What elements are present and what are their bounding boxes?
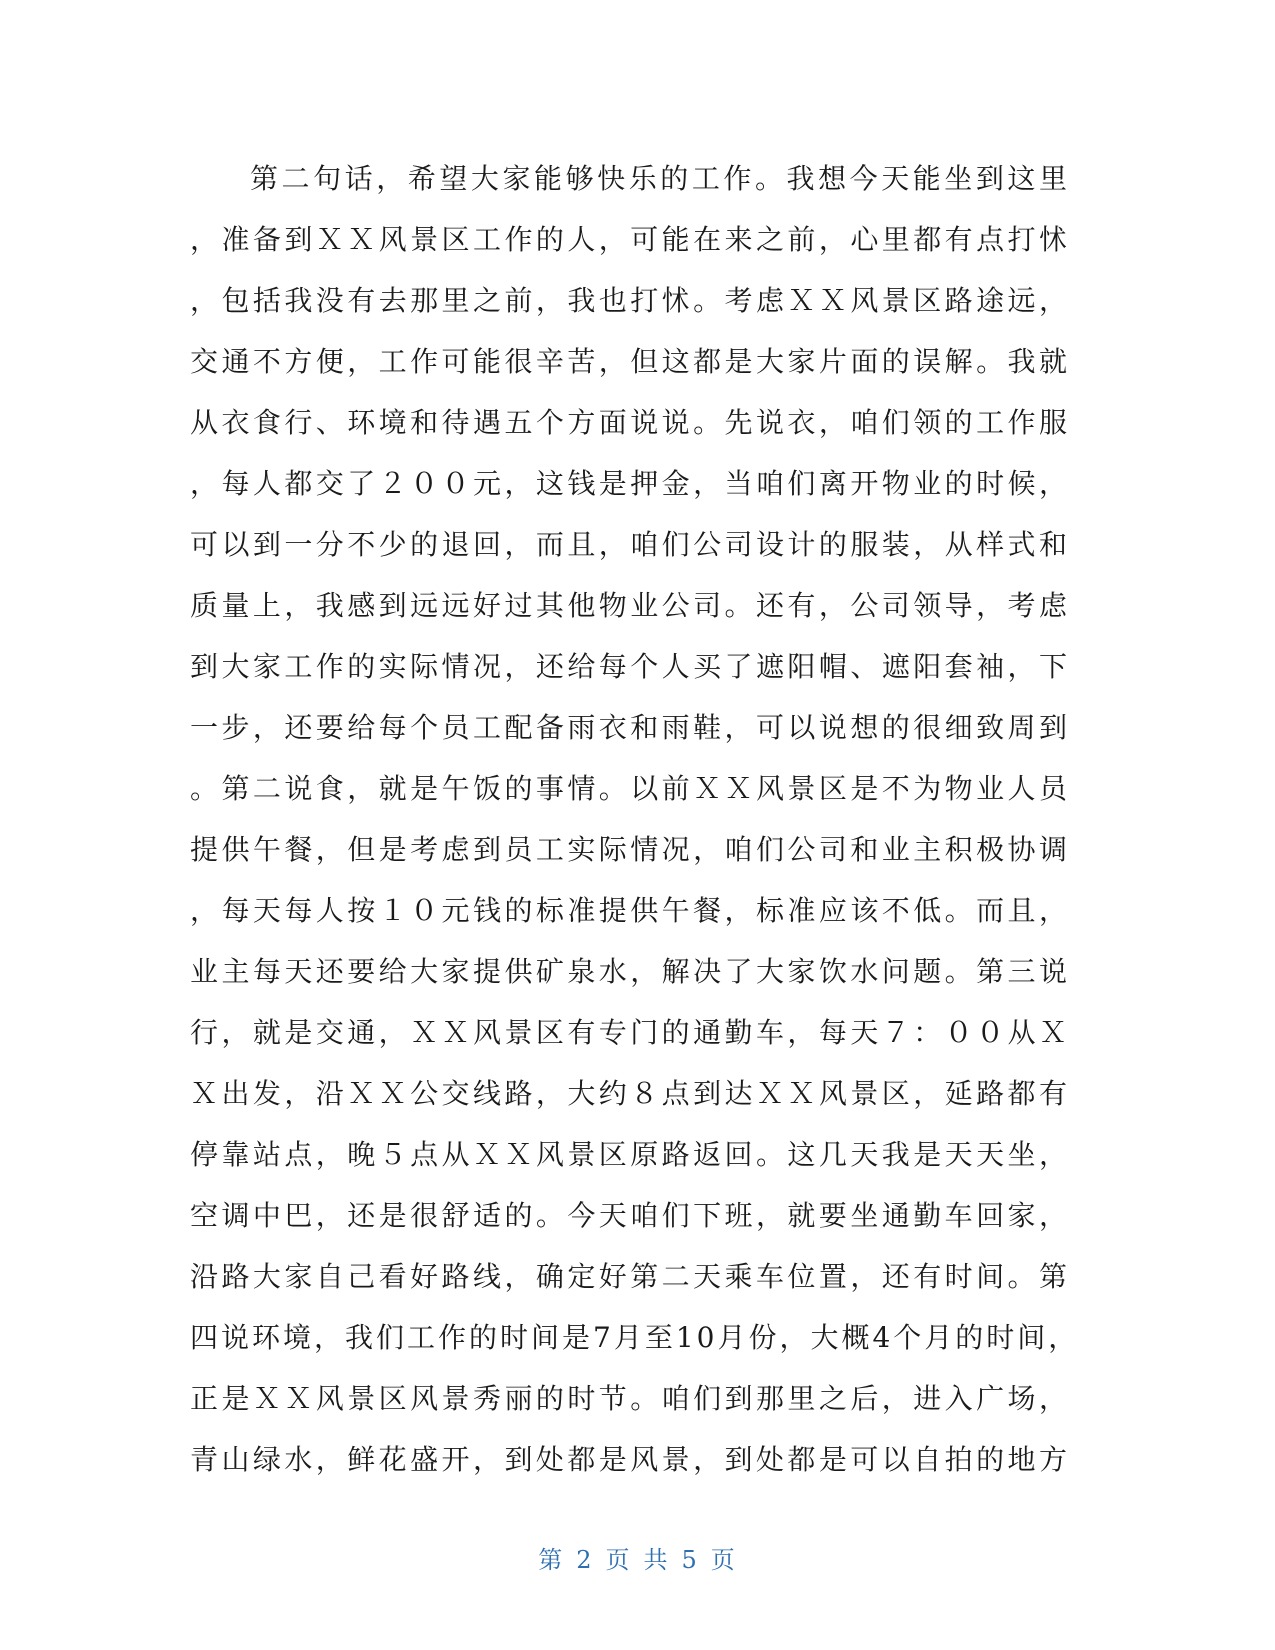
text-line: Ｘ出发，沿ＸＸ公交线路，大约８点到达ＸＸ风景区，延路都有 [190, 1077, 1070, 1110]
text-line: 从衣食行、环境和待遇五个方面说说。先说衣，咱们领的工作服 [190, 406, 1070, 439]
text-line: 一步，还要给每个员工配备雨衣和雨鞋，可以说想的很细致周到 [190, 711, 1070, 744]
text-line: ，准备到ＸＸ风景区工作的人，可能在来之前，心里都有点打怵 [190, 223, 1070, 256]
text-line: 交通不方便，工作可能很辛苦，但这都是大家片面的误解。我就 [190, 345, 1070, 378]
total-label: 共 [643, 1546, 670, 1574]
text-line: 业主每天还要给大家提供矿泉水，解决了大家饮水问题。第三说 [190, 955, 1070, 988]
text-line: ，包括我没有去那里之前，我也打怵。考虑ＸＸ风景区路途远， [190, 284, 1070, 317]
current-page-number: 2 [576, 1546, 594, 1574]
text-line: 可以到一分不少的退回，而且，咱们公司设计的服装，从样式和 [190, 528, 1070, 561]
text-line: 青山绿水，鲜花盛开，到处都是风景，到处都是可以自拍的地方 [190, 1443, 1070, 1476]
page-unit-label: 页 [605, 1546, 632, 1574]
page-footer [0, 1540, 1275, 1575]
text-line: 到大家工作的实际情况，还给每个人买了遮阳帽、遮阳套袖，下 [190, 650, 1070, 683]
text-line: ，每天每人按１０元钱的标准提供午餐，标准应该不低。而且， [190, 894, 1070, 927]
total-unit-label: 页 [710, 1546, 737, 1574]
page-label: 第 [538, 1546, 565, 1574]
text-line: 沿路大家自己看好路线，确定好第二天乘车位置，还有时间。第 [190, 1260, 1070, 1293]
text-line: 正是ＸＸ风景区风景秀丽的时节。咱们到那里之后，进入广场， [190, 1382, 1070, 1415]
total-pages-number: 5 [681, 1546, 699, 1574]
text-line: 第二句话，希望大家能够快乐的工作。我想今天能坐到这里 [250, 162, 1070, 195]
text-line: 。第二说食，就是午饭的事情。以前ＸＸ风景区是不为物业人员 [190, 772, 1070, 805]
text-line: 空调中巴，还是很舒适的。今天咱们下班，就要坐通勤车回家， [190, 1199, 1070, 1232]
text-line: 质量上，我感到远远好过其他物业公司。还有，公司领导，考虑 [190, 589, 1070, 622]
body-paragraph [190, 148, 1080, 1490]
text-line: 行，就是交通，ＸＸ风景区有专门的通勤车，每天７：００从Ｘ [190, 1016, 1070, 1049]
text-line: 提供午餐，但是考虑到员工实际情况，咱们公司和业主积极协调 [190, 833, 1070, 866]
text-line: ，每人都交了２００元，这钱是押金，当咱们离开物业的时候， [190, 467, 1070, 500]
text-line: 停靠站点，晚５点从ＸＸ风景区原路返回。这几天我是天天坐， [190, 1138, 1070, 1171]
text-line: 四说环境，我们工作的时间是7月至10月份，大概4个月的时间， [190, 1321, 1080, 1354]
